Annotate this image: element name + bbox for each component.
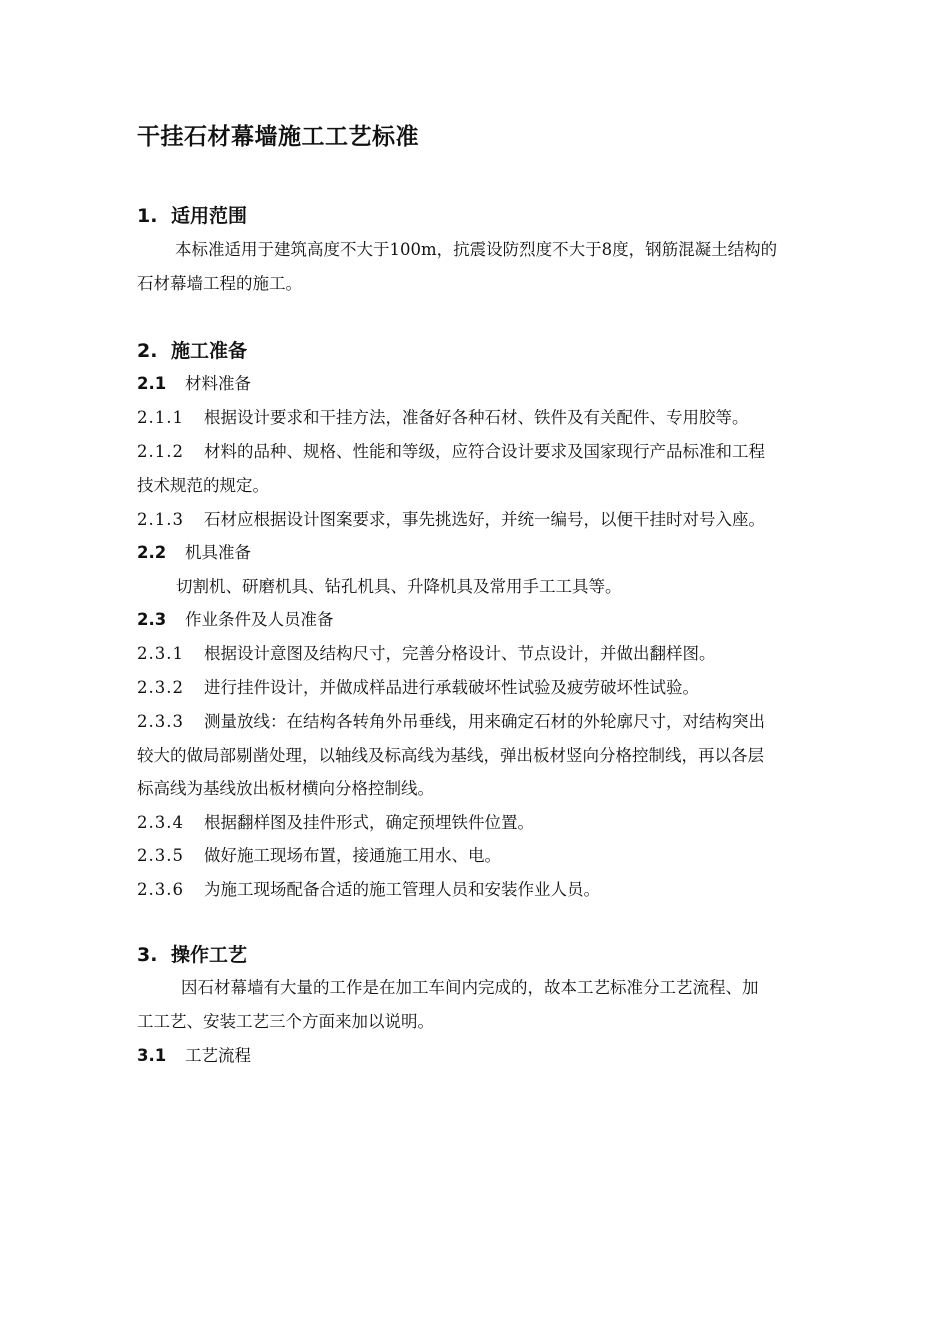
subsection-number: 2.2 [137, 543, 167, 562]
clause-text: 为施工现场配备合适的施工管理人员和安装作业人员。 [204, 880, 600, 899]
clause-text: 根据设计要求和干挂方法，准备好各种石材、铁件及有关配件、专用胶等。 [204, 408, 749, 427]
clause-number: 2.3.2 [137, 678, 184, 697]
clause-number: 2.3.4 [137, 813, 184, 832]
section-title: 适用范围 [171, 205, 248, 227]
clause-text: 根据翻样图及挂件形式，确定预埋铁件位置。 [204, 813, 534, 832]
subsection-title: 材料准备 [185, 374, 251, 393]
subsection-heading [137, 373, 251, 395]
section-1-heading [137, 201, 247, 228]
clause-text: 做好施工现场布置，接通施工用水、电。 [204, 846, 501, 865]
paragraph-line: 因石材幕墙有大量的工作是在加工车间内完成的，故本工艺标准分工艺流程、加 [181, 978, 759, 997]
section-3-heading [137, 940, 247, 967]
section-title: 施工准备 [171, 340, 248, 362]
clause-2-1-3 [137, 509, 765, 531]
section-number: 2. [137, 340, 158, 362]
paragraph-line: 石材幕墙工程的施工。 [137, 274, 302, 293]
clause-text: 根据设计意图及结构尺寸，完善分格设计、节点设计，并做出翻样图。 [204, 644, 716, 663]
clause-2-3-2 [137, 677, 699, 699]
subsection-title: 作业条件及人员准备 [185, 610, 334, 629]
clause-number: 2.3.1 [137, 644, 184, 663]
clause-2-1-2 [137, 441, 765, 463]
paragraph-line: 本标准适用于建筑高度不大于100m，抗震设防烈度不大于8度，钢筋混凝土结构的 [175, 240, 778, 259]
clause-continuation: 较大的做局部剔凿处理，以轴线及标高线为基线，弹出板材竖向分格控制线，再以各层 [137, 746, 764, 765]
subsection-number: 2.3 [137, 610, 167, 629]
document-title: 干挂石材幕墙施工工艺标准 [137, 124, 419, 150]
subsection-heading [137, 1045, 251, 1067]
clause-number: 2.1.3 [137, 510, 184, 529]
section-title: 操作工艺 [171, 944, 248, 966]
clause-2-3-3 [137, 711, 765, 733]
subsection-number: 3.1 [137, 1046, 167, 1065]
paragraph-line: 工工艺、安装工艺三个方面来加以说明。 [137, 1012, 434, 1031]
subsection-title: 机具准备 [185, 543, 251, 562]
clause-number: 2.3.6 [137, 880, 184, 899]
section-number: 3. [137, 944, 158, 966]
subsection-heading [137, 542, 251, 564]
clause-number: 2.3.3 [137, 712, 184, 731]
clause-number: 2.1.1 [137, 408, 184, 427]
section-2-heading [137, 336, 247, 363]
section-number: 1. [137, 205, 158, 227]
subsection-number: 2.1 [137, 374, 167, 393]
clause-2-1-1 [137, 407, 749, 429]
clause-continuation: 技术规范的规定。 [137, 476, 269, 495]
clause-2-3-6 [137, 879, 600, 901]
subsection-title: 工艺流程 [185, 1046, 251, 1065]
clause-text: 材料的品种、规格、性能和等级，应符合设计要求及国家现行产品标准和工程 [204, 442, 765, 461]
paragraph-line: 切割机、研磨机具、钻孔机具、升降机具及常用手工工具等。 [176, 577, 622, 596]
clause-number: 2.1.2 [137, 442, 184, 461]
clause-text: 测量放线：在结构各转角外吊垂线，用来确定石材的外轮廓尺寸，对结构突出 [204, 712, 765, 731]
clause-number: 2.3.5 [137, 846, 184, 865]
clause-2-3-1 [137, 643, 716, 665]
clause-text: 石材应根据设计图案要求，事先挑选好，并统一编号，以便干挂时对号入座。 [204, 510, 765, 529]
clause-continuation: 标高线为基线放出板材横向分格控制线。 [137, 779, 434, 798]
clause-text: 进行挂件设计，并做成样品进行承载破坏性试验及疲劳破坏性试验。 [204, 678, 699, 697]
subsection-heading [137, 609, 334, 631]
clause-2-3-5 [137, 845, 501, 867]
clause-2-3-4 [137, 812, 534, 834]
